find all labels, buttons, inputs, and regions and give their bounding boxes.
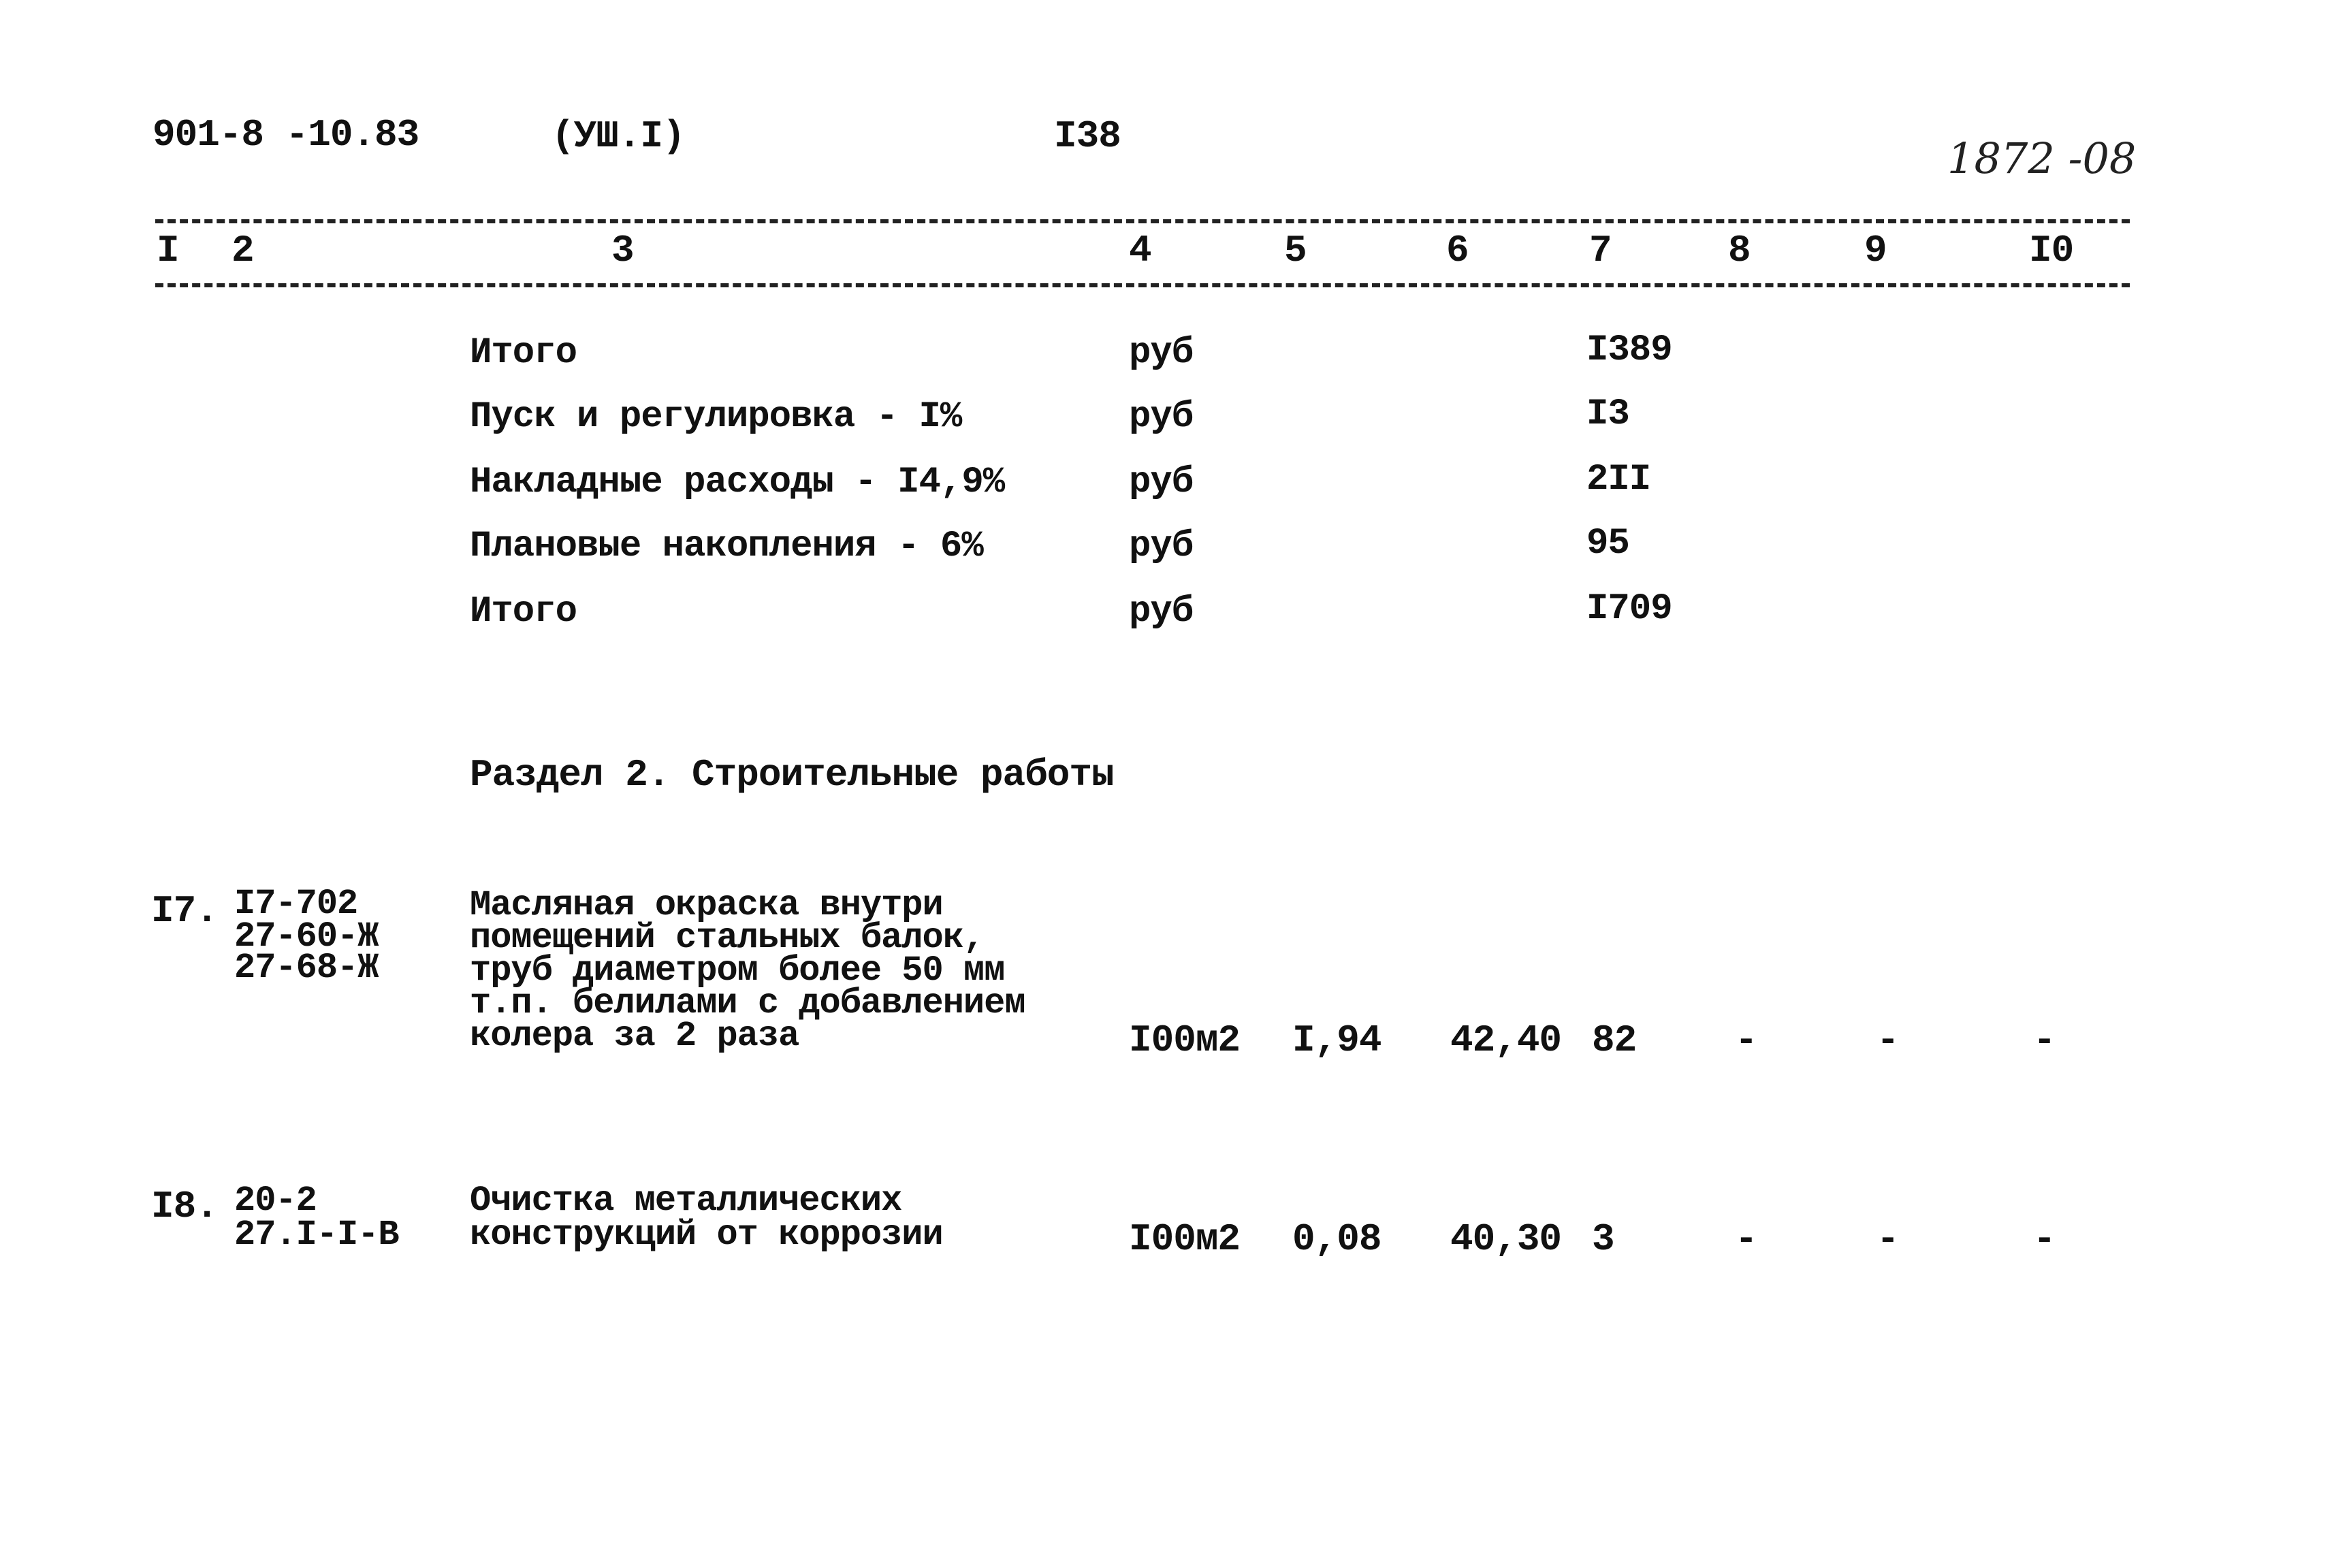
summary-label: Итого [470, 591, 577, 633]
item-description-line: Масляная окраска внутри [470, 885, 943, 925]
item-description-line: колера за 2 раза [470, 1016, 799, 1056]
item-col9: - [1876, 1019, 1899, 1062]
column-header: 4 [1129, 229, 1151, 272]
section-code: (УШ.I) [552, 114, 685, 158]
column-header: 2 [231, 229, 254, 272]
column-header: I [157, 229, 179, 272]
item-col10: - [2033, 1217, 2056, 1261]
item-number: I8. [151, 1185, 218, 1228]
item-description-line: конструкций от коррозии [470, 1215, 943, 1255]
item-col8: - [1735, 1217, 1757, 1261]
summary-value: 2II [1586, 459, 1651, 500]
handwritten-note: 1872 -08 [1947, 133, 2137, 183]
item-description-line: труб диаметром более 50 мм [470, 950, 1005, 991]
item-quantity: 0,08 [1292, 1217, 1381, 1261]
header-top-rule [155, 219, 2130, 223]
summary-value: I389 [1586, 330, 1672, 371]
summary-label: Итого [470, 332, 577, 374]
item-unit-price: 40,30 [1450, 1217, 1562, 1261]
column-header: 5 [1284, 229, 1307, 272]
item-code: 20-2 [234, 1181, 317, 1221]
section-title: Раздел 2. Строительные работы [470, 753, 1114, 797]
item-unit: I00м2 [1129, 1019, 1241, 1062]
item-total: 3 [1592, 1217, 1614, 1261]
summary-value: 95 [1586, 523, 1629, 564]
column-header: I0 [2029, 229, 2074, 272]
document-code: 901-8 -10.83 [153, 113, 419, 157]
item-description-line: т.п. белилами с добавлением [470, 983, 1025, 1023]
summary-label: Плановые накопления - 6% [470, 526, 983, 567]
summary-unit: руб [1129, 462, 1194, 503]
summary-unit: руб [1129, 591, 1194, 633]
item-code: I7-702 [234, 884, 358, 924]
summary-label: Пуск и регулировка - I% [470, 396, 962, 438]
item-quantity: I,94 [1292, 1019, 1381, 1062]
column-header: 8 [1728, 229, 1751, 272]
item-description-line: Очистка металлических [470, 1181, 902, 1221]
item-code: 27.I-I-В [234, 1215, 399, 1255]
summary-unit: руб [1129, 332, 1194, 374]
page-number: I38 [1054, 114, 1121, 158]
item-code: 27-60-Ж [234, 916, 379, 957]
item-unit: I00м2 [1129, 1217, 1241, 1261]
summary-unit: руб [1129, 396, 1194, 438]
item-col8: - [1735, 1019, 1757, 1062]
summary-label: Накладные расходы - I4,9% [470, 462, 1005, 503]
summary-value: I3 [1586, 394, 1629, 435]
item-unit-price: 42,40 [1450, 1019, 1562, 1062]
summary-unit: руб [1129, 526, 1194, 567]
item-code: 27-68-Ж [234, 948, 379, 988]
item-total: 82 [1592, 1019, 1637, 1062]
header-bottom-rule [155, 283, 2130, 287]
item-number: I7. [151, 889, 218, 933]
summary-value: I709 [1586, 588, 1672, 630]
item-description-line: помещений стальных балок, [470, 918, 985, 958]
column-header: 6 [1446, 229, 1469, 272]
column-header: 9 [1864, 229, 1887, 272]
item-col9: - [1876, 1217, 1899, 1261]
item-col10: - [2033, 1019, 2056, 1062]
column-header: 7 [1589, 229, 1612, 272]
column-header: 3 [611, 229, 634, 272]
